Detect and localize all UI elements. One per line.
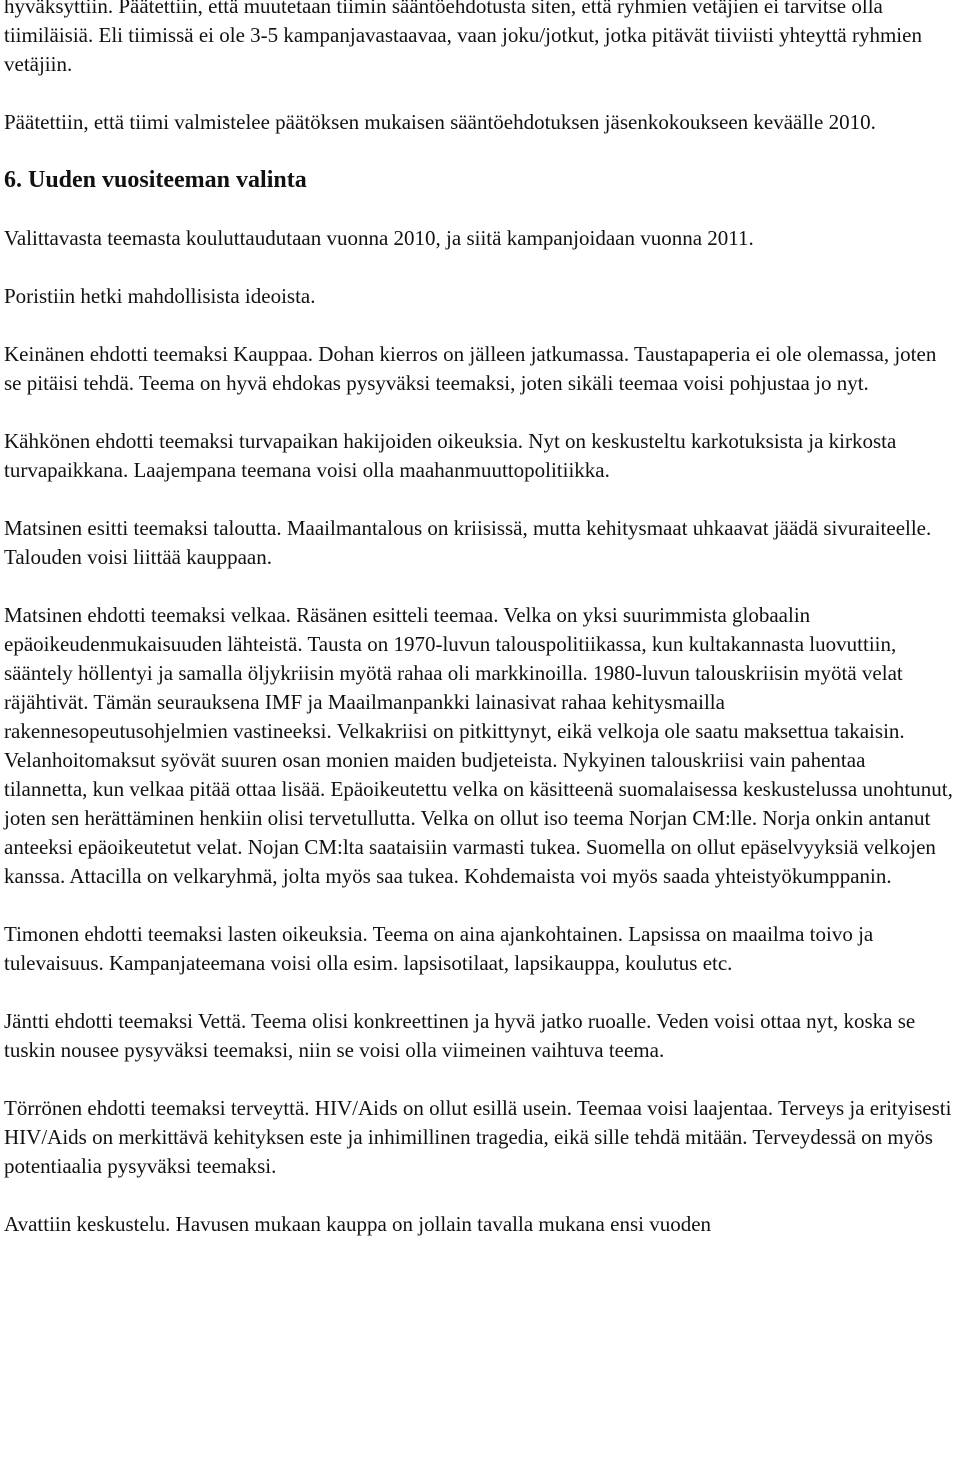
paragraph-children: Timonen ehdotti teemaksi lasten oikeuksia. Teema on aina ajankohtainen. Lapsissa on maailma toivo ja tulevaisuus. Kampanjateemana voisi olla esim. lapsisotilaat, lapsikauppa, koulutus etc. xyxy=(4,922,874,975)
paragraph-team-rules: hyväksyttiin. Päätettiin, että muutetaan tiimin sääntöehdotusta siten, että ryhmien vetäjien ei tarvitse olla tiimiläisiä. Eli tiimissä ei ole 3-5 kampanjavastaavaa, vaan joku/jotkut, jotka pitävät tiiviisti yhteyttä ryhmien vetäjiin. xyxy=(4,0,922,76)
document-page xyxy=(4,0,954,1239)
paragraph-gap xyxy=(4,253,954,282)
paragraph-gap xyxy=(4,195,954,224)
paragraph-water: Jäntti ehdotti teemaksi Vettä. Teema olisi konkreettinen ja hyvä jatko ruoalle. Veden voisi ottaa nyt, koska se tuskin nousee pysyväksi teemaksi, niin se voisi olla viimeinen vaihtuva teema. xyxy=(4,1009,916,1062)
paragraph-gap xyxy=(4,1181,954,1210)
paragraph-rules-proposal: Päätettiin, että tiimi valmistelee päätöksen mukaisen sääntöehdotuksen jäsenkokoukseen keväälle 2010. xyxy=(4,110,876,134)
paragraph-gap xyxy=(4,79,954,108)
paragraph-gap xyxy=(4,572,954,601)
paragraph-theme-intro: Valittavasta teemasta kouluttaudutaan vuonna 2010, ja siitä kampanjoidaan vuonna 2011. xyxy=(4,226,754,250)
paragraph-health: Törrönen ehdotti teemaksi terveyttä. HIV/Aids on ollut esillä usein. Teemaa voisi laajentaa. Terveys ja erityisesti HIV/Aids on merkittävä kehityksen este ja inhimillinen tragedia, eikä sille tehdä mitään. Terveydessä on myös potentiaalia pysyväksi teemaksi. xyxy=(4,1096,952,1178)
paragraph-gap xyxy=(4,398,954,427)
paragraph-gap xyxy=(4,311,954,340)
paragraph-economy: Matsinen esitti teemaksi taloutta. Maailmantalous on kriisissä, mutta kehitysmaat uhkaavat jäädä sivuraiteelle. Talouden voisi liittää kauppaan. xyxy=(4,516,932,569)
paragraph-gap xyxy=(4,978,954,1007)
paragraph-gap xyxy=(4,1065,954,1094)
paragraph-debt: Matsinen ehdotti teemaksi velkaa. Räsänen esitteli teemaa. Velka on yksi suurimmista globaalin epäoikeudenmukaisuuden lähteistä. Tausta on 1970-luvun talouspolitiikassa, kun kultakannasta luovuttiin, sääntely höllentyi ja samalla öljykriisin myötä rahaa oli markkinoilla. 1980-luvun talouskriisin myötä velat räjähtivät. Tämän seurauksena IMF ja Maailmanpankki lainasivat rahaa kehitysmailla rakennesopeutusohjelmien vastineeksi. Velkakriisi on pitkittynyt, eikä velkoja ole saatu maksettua takaisin. Velanhoitomaksut syövät suuren osan monien maiden budjeteista. Nykyinen talouskriisi vain pahentaa tilannetta, kun velkaa pitää ottaa lisää. Epäoikeutettu velka on käsitteenä suomalaisessa keskustelussa unohtunut, joten sen herättäminen henkiin olisi tervetullutta. Velka on ollut iso teema Norjan CM:lle. Norja onkin antanut anteeksi epäoikeutetut velat. Nojan CM:lta saataisiin varmasti tukea. Suomella on ollut epäselvyyksiä velkojen kanssa. Attacilla on velkaryhmä, jolta myös saa tukea. Kohdemaista voi myös saada yhteistyökumppanin. xyxy=(4,603,953,888)
paragraph-gap xyxy=(4,891,954,920)
section-heading: 6. Uuden vuositeeman valinta xyxy=(4,167,307,193)
paragraph-asylum: Kähkönen ehdotti teemaksi turvapaikan hakijoiden oikeuksia. Nyt on keskusteltu karkotuksista ja kirkosta turvapaikkana. Laajempana teemana voisi olla maahanmuuttopolitiikka. xyxy=(4,429,897,482)
paragraph-trade: Keinänen ehdotti teemaksi Kauppaa. Dohan kierros on jälleen jatkumassa. Taustapaperia ei ole olemassa, joten se pitäisi tehdä. Teema on hyvä ehdokas pysyväksi teemaksi, joten sikäli teemaa voisi pohjustaa jo nyt. xyxy=(4,342,937,395)
paragraph-gap xyxy=(4,137,954,166)
paragraph-discussion: Avattiin keskustelu. Havusen mukaan kauppa on jollain tavalla mukana ensi vuoden xyxy=(4,1212,712,1236)
paragraph-ideas: Poristiin hetki mahdollisista ideoista. xyxy=(4,284,316,308)
paragraph-gap xyxy=(4,485,954,514)
